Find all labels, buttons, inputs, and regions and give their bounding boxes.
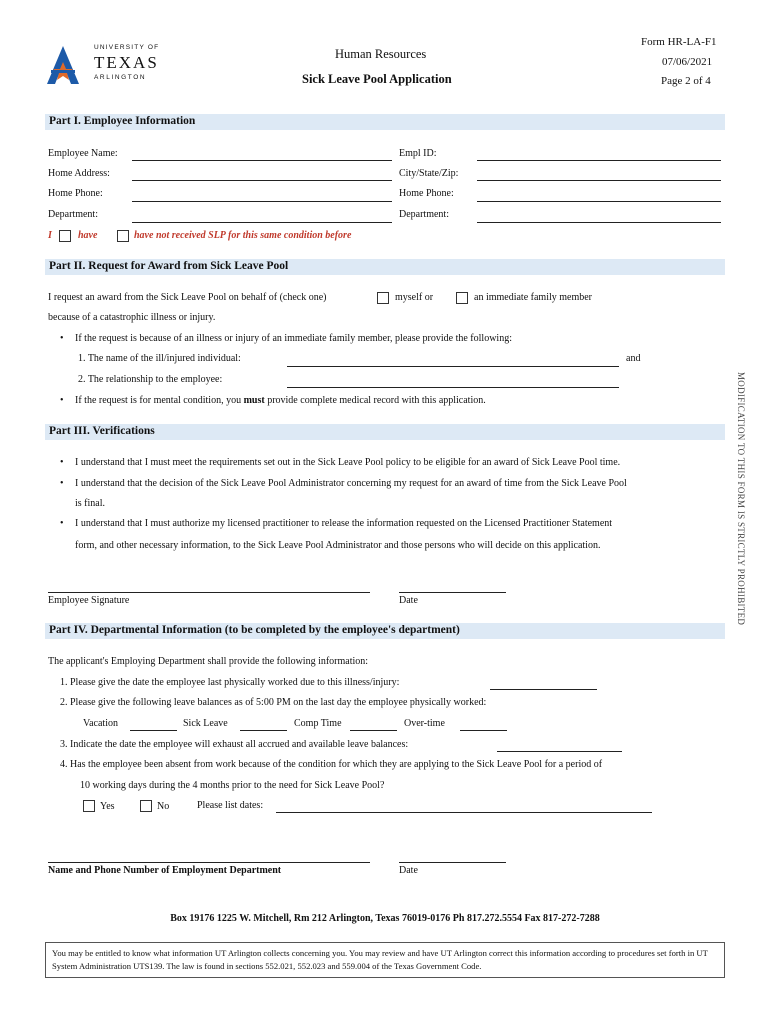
bullet-dot: • — [60, 478, 64, 489]
yes-label: Yes — [100, 801, 115, 812]
bullet-dot: • — [60, 518, 64, 529]
vacation-label: Vacation — [83, 718, 118, 729]
employee-signature-label: Employee Signature — [48, 595, 130, 606]
home-phone-label: Home Phone: — [48, 188, 103, 199]
question-4-cont: 10 working days during the 4 months prior to the need for Sick Leave Pool? — [80, 780, 385, 791]
part2-heading: Part II. Request for Award from Sick Leave Pool — [49, 260, 289, 272]
sick-leave-field[interactable] — [240, 730, 287, 731]
part2-band — [45, 259, 725, 275]
employee-name-label: Employee Name: — [48, 148, 118, 159]
relationship-field[interactable] — [287, 387, 619, 388]
part4-heading: Part IV. Departmental Information (to be completed by the employee's department) — [49, 624, 460, 636]
dept-name-phone-label: Name and Phone Number of Employment Department — [48, 865, 282, 876]
part3-band — [45, 424, 725, 440]
vacation-field[interactable] — [130, 730, 177, 731]
home-phone2-label: Home Phone: — [399, 188, 454, 199]
signature-date-field[interactable] — [399, 592, 506, 593]
department2-label: Department: — [399, 209, 449, 220]
exhaust-date-field[interactable] — [497, 751, 622, 752]
side-note-text: MODIFICATION TO THIS FORM IS STRICTLY PROHIBITED — [736, 372, 746, 626]
form-date: 07/06/2021 — [662, 56, 713, 68]
part3-heading: Part III. Verifications — [49, 425, 155, 437]
department-label: Department: — [48, 209, 98, 220]
question-4: 4. Has the employee been absent from work because of the condition for which they are applying to the Sick Leave Pool for a period of — [60, 759, 603, 770]
empl-id-field[interactable] — [477, 160, 721, 161]
have-not-checkbox[interactable] — [117, 230, 129, 242]
uta-logo — [45, 44, 165, 86]
form-id: Form HR-LA-F1 — [641, 36, 717, 48]
form-title: Sick Leave Pool Application — [302, 72, 452, 86]
yes-checkbox[interactable] — [83, 800, 95, 812]
have-label: have — [78, 230, 98, 241]
privacy-notice: You may be entitled to know what information UT Arlington collects concerning you. You may review and have UT Arlington correct this information according to procedures set forth in UT System Administration UTS139. The law is found in sections 552.021, 552.023 and 559.004 of the Texas Government Code. — [45, 942, 725, 978]
part1-band — [45, 114, 725, 130]
empl-id-label: Empl ID: — [399, 148, 437, 159]
logo-line1: UNIVERSITY OF — [94, 44, 160, 51]
family-request-bullet: If the request is because of an illness or injury of an immediate family member, please provide the following: — [75, 333, 512, 344]
dept-date-label: Date — [399, 865, 418, 876]
logo-line2: TEXAS — [94, 53, 159, 72]
overtime-label: Over-time — [404, 718, 445, 729]
relationship-label: 2. The relationship to the employee: — [78, 374, 223, 385]
family-label: an immediate family member — [474, 292, 593, 303]
bullet-dot: • — [60, 395, 64, 406]
bullet-dot: • — [60, 333, 64, 344]
last-worked-date-field[interactable] — [490, 689, 597, 690]
side-note — [735, 372, 747, 647]
no-label: No — [157, 801, 170, 812]
list-dates-label: Please list dates: — [197, 800, 264, 811]
verification-3: I understand that I must authorize my licensed practitioner to release the information requested on the Licensed Practitioner Statement — [75, 518, 613, 529]
verification-2-cont: is final. — [75, 498, 105, 509]
department-field[interactable] — [132, 222, 392, 223]
family-checkbox[interactable] — [456, 292, 468, 304]
myself-label: myself or — [395, 292, 434, 303]
employee-signature-field[interactable] — [48, 592, 370, 593]
hr-title: Human Resources — [335, 47, 427, 61]
home-address-field[interactable] — [132, 180, 392, 181]
list-dates-field[interactable] — [276, 812, 652, 813]
request-text: I request an award from the Sick Leave Pool on behalf of (check one) — [48, 292, 327, 303]
verification-1: I understand that I must meet the requirements set out in the Sick Leave Pool policy to be eligible for an award of Sick Leave Pool time. — [75, 457, 621, 468]
dept-date-field[interactable] — [399, 862, 506, 863]
no-checkbox[interactable] — [140, 800, 152, 812]
department2-field[interactable] — [477, 222, 721, 223]
city-state-zip-label: City/State/Zip: — [399, 168, 459, 179]
dept-name-phone-field[interactable] — [48, 862, 370, 863]
logo-line3: ARLINGTON — [94, 74, 147, 81]
office-address: Box 19176 1225 W. Mitchell, Rm 212 Arlington, Texas 76019-0176 Ph 817.272.5554 Fax 817-272-7288 — [170, 913, 600, 924]
part1-heading: Part I. Employee Information — [49, 115, 196, 127]
verification-2: I understand that the decision of the Sick Leave Pool Administrator concerning my request for an award of time from the Sick Leave Pool — [75, 478, 627, 489]
i-label: I — [48, 230, 52, 241]
employee-name-field[interactable] — [132, 160, 392, 161]
part4-band — [45, 623, 725, 639]
dept-intro: The applicant's Employing Department shall provide the following information: — [48, 656, 369, 667]
comp-time-label: Comp Time — [294, 718, 342, 729]
because-text: because of a catastrophic illness or injury. — [48, 312, 216, 323]
home-address-label: Home Address: — [48, 168, 110, 179]
myself-checkbox[interactable] — [377, 292, 389, 304]
question-1: 1. Please give the date the employee last physically worked due to this illness/injury: — [60, 677, 400, 688]
have-not-label: have not received SLP for this same condition before — [134, 230, 352, 241]
page-number: Page 2 of 4 — [661, 75, 711, 87]
have-checkbox[interactable] — [59, 230, 71, 242]
ill-individual-field[interactable] — [287, 366, 619, 367]
bullet-dot: • — [60, 457, 64, 468]
overtime-field[interactable] — [460, 730, 507, 731]
mental-condition-bullet: If the request is for mental condition, you must provide complete medical record with this application. — [75, 395, 486, 406]
home-phone-field[interactable] — [132, 201, 392, 202]
city-state-zip-field[interactable] — [477, 180, 721, 181]
signature-date-label: Date — [399, 595, 418, 606]
home-phone2-field[interactable] — [477, 201, 721, 202]
comp-time-field[interactable] — [350, 730, 397, 731]
question-2: 2. Please give the following leave balances as of 5:00 PM on the last day the employee physically worked: — [60, 697, 487, 708]
and-label: and — [626, 353, 641, 364]
sick-leave-label: Sick Leave — [183, 718, 228, 729]
verification-3-cont: form, and other necessary information, to the Sick Leave Pool Administrator and those persons who will decide on this application. — [75, 540, 601, 551]
ill-individual-label: 1. The name of the ill/injured individual: — [78, 353, 241, 364]
question-3: 3. Indicate the date the employee will exhaust all accrued and available leave balances: — [60, 739, 409, 750]
